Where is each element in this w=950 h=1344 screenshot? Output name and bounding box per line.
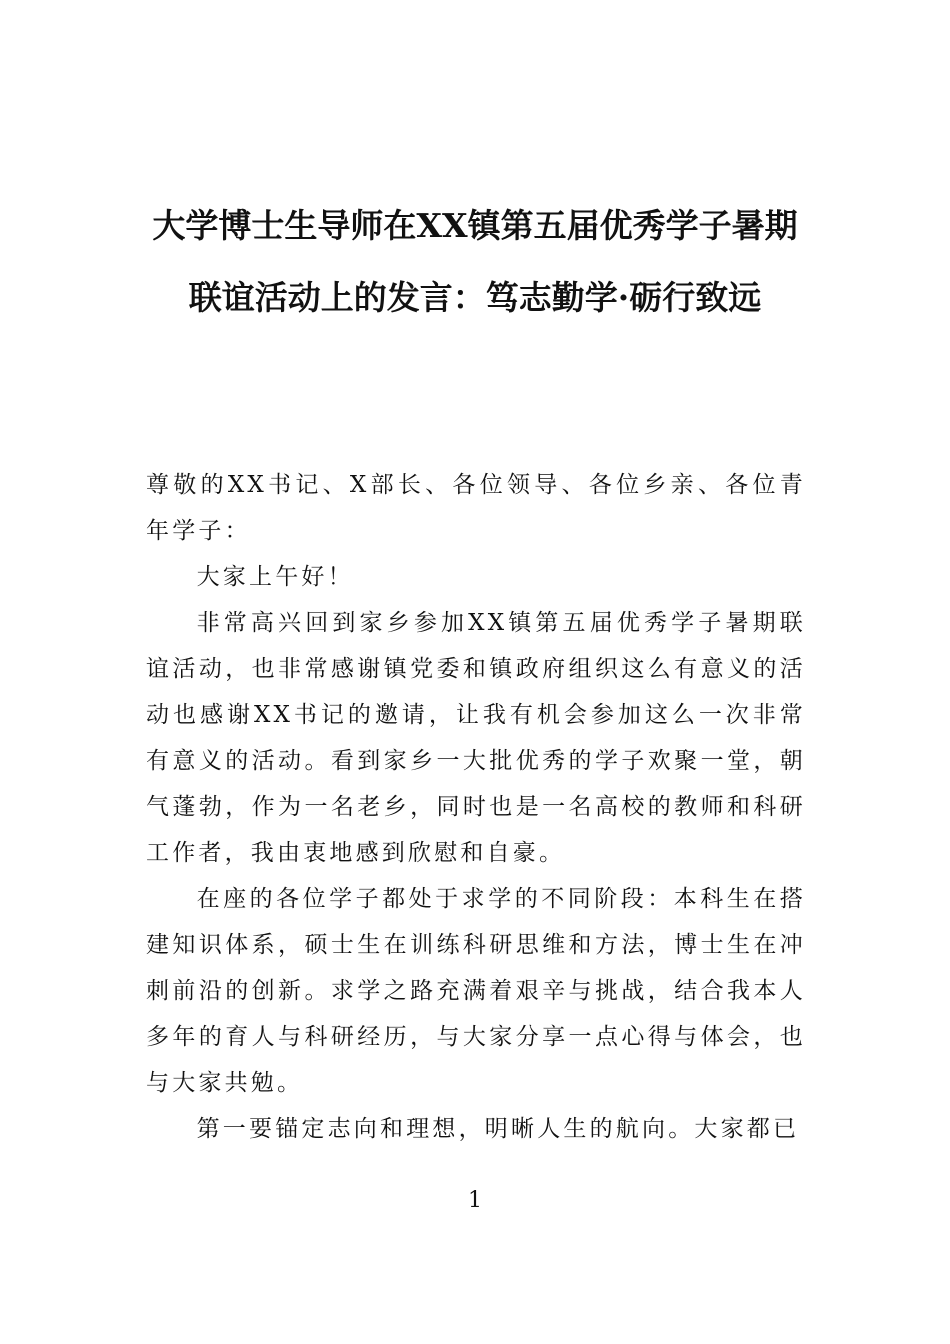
salutation: 尊敬的XX书记、X部长、各位领导、各位乡亲、各位青年学子： [146,472,806,544]
page-number: 1 [468,1188,482,1213]
paragraph-first-point: 第一要锚定志向和理想，明晰人生的航向。大家都已 [196,1116,800,1142]
paragraph-intro: 非常高兴回到家乡参加XX镇第五届优秀学子暑期联谊活动，也非常感谢镇党委和镇政府组织这么有意义的活动也感谢XX书记的邀请，让我有机会参加这么一次非常有意义的活动。看到家乡一大批优秀的学子欢聚一堂，朝气蓬勃，作为一名老乡，同时也是一名高校的教师和科研工作者，我由衷地感到欣慰和自豪。 [146,610,806,866]
paragraph-students: 在座的各位学子都处于求学的不同阶段：本科生在搭建知识体系，硕士生在训练科研思维和方法，博士生在冲刺前沿的创新。求学之路充满着艰辛与挑战，结合我本人多年的育人与科研经历，与大家分享一点心得与体会，也与大家共勉。 [146,886,806,1096]
document-body [146,462,806,1152]
paragraph-greeting: 大家上午好！ [196,564,354,590]
document-title: 大学博士生导师在XX镇第五届优秀学子暑期联谊活动上的发言：笃志勤学·砺行致远 [152,206,798,317]
